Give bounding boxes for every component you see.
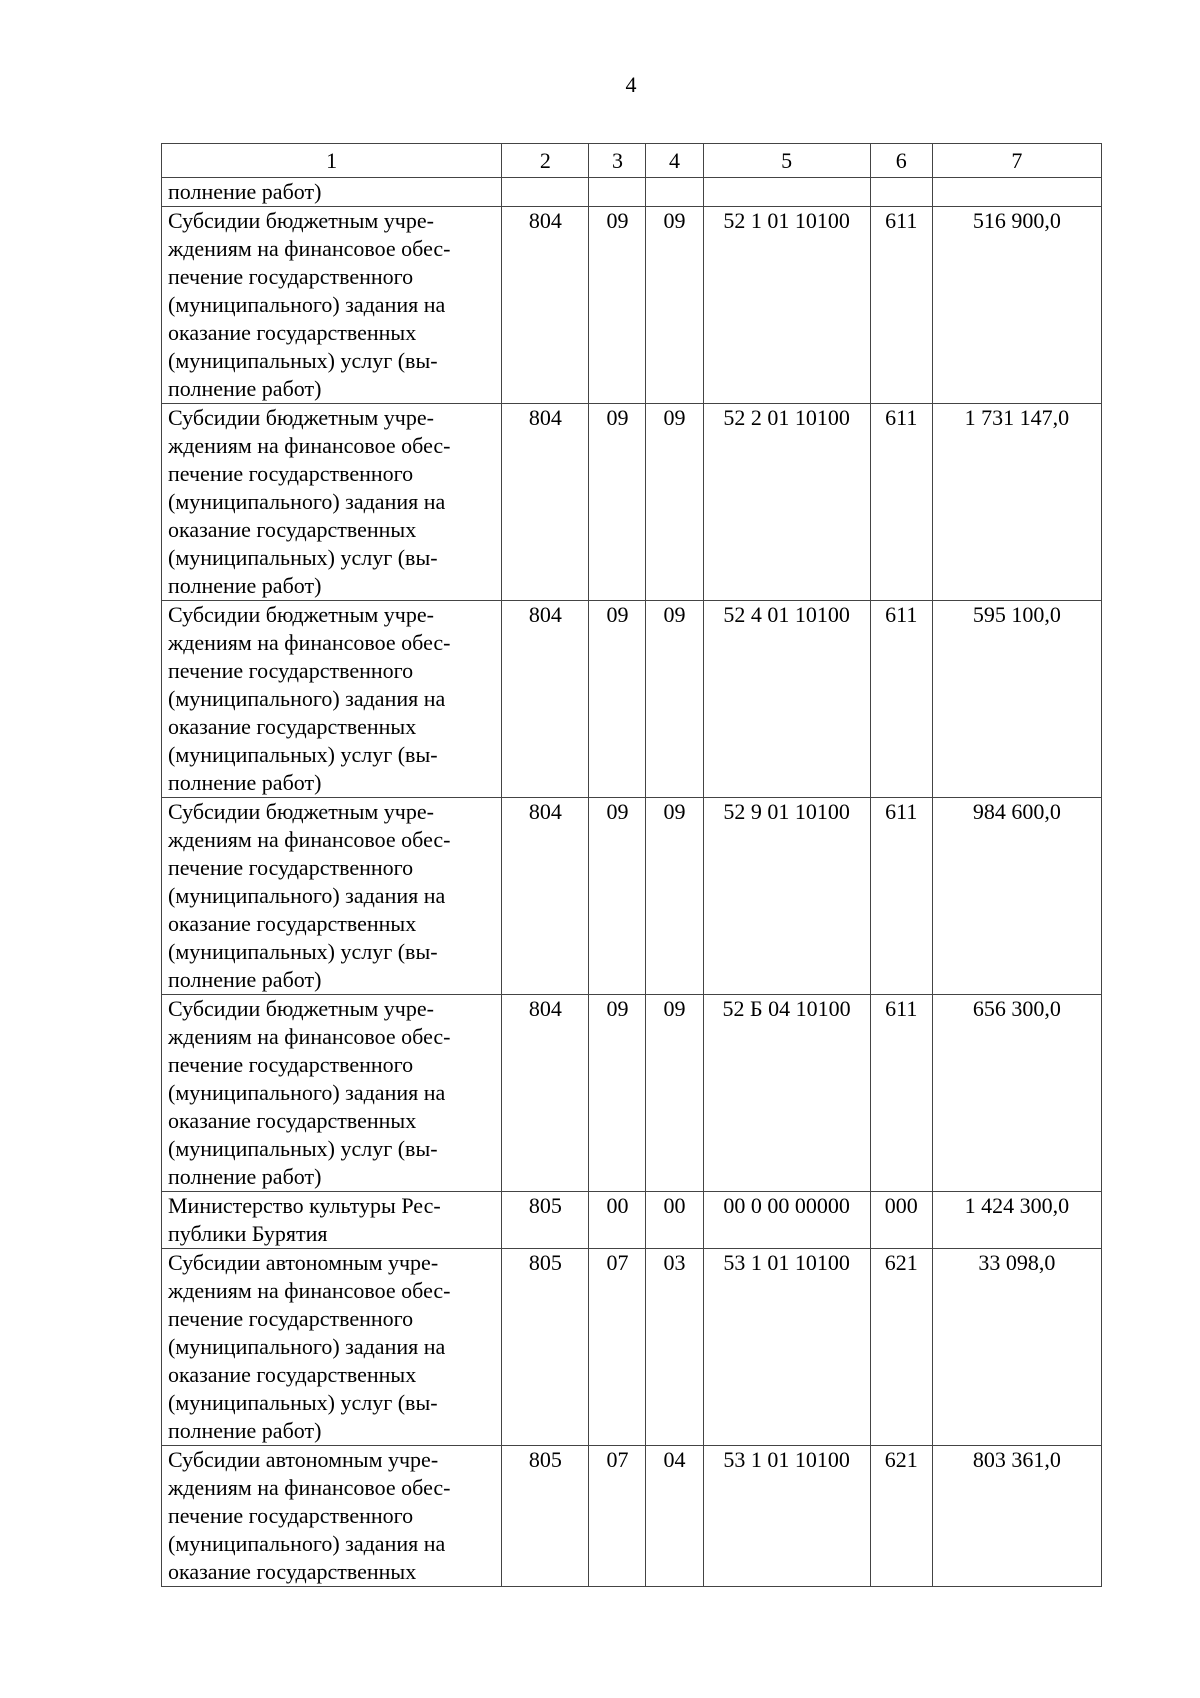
row-name-line: оказание государственных xyxy=(168,1362,417,1387)
expense-type-code-cell xyxy=(870,178,932,207)
row-name-line: полнение работ) xyxy=(168,1418,322,1443)
row-name-line: Субсидии автономным учре- xyxy=(168,1447,439,1472)
row-name-line: оказание государственных xyxy=(168,1108,417,1133)
amount-cell: 984 600,0 xyxy=(932,798,1101,995)
target-article-code-cell: 52 4 01 10100 xyxy=(703,601,870,798)
table-row xyxy=(162,1192,1102,1249)
column-header-5: 5 xyxy=(703,144,870,178)
row-name-cell xyxy=(162,1192,502,1249)
section-code-cell: 07 xyxy=(589,1249,646,1446)
row-name-line: печение государственного xyxy=(168,461,414,486)
amount-cell: 1 731 147,0 xyxy=(932,404,1101,601)
row-name-line: полнение работ) xyxy=(168,573,322,598)
chapter-code-cell: 805 xyxy=(502,1192,589,1249)
row-name-line: полнение работ) xyxy=(168,179,322,204)
amount-cell: 1 424 300,0 xyxy=(932,1192,1101,1249)
row-name-cell xyxy=(162,207,502,404)
amount-cell: 656 300,0 xyxy=(932,995,1101,1192)
row-name-cell xyxy=(162,798,502,995)
row-name-line: (муниципальных) услуг (вы- xyxy=(168,742,438,767)
table-row xyxy=(162,178,1102,207)
amount-cell: 33 098,0 xyxy=(932,1249,1101,1446)
row-name-line: (муниципального) задания на xyxy=(168,1334,446,1359)
table-row xyxy=(162,1249,1102,1446)
table-row xyxy=(162,995,1102,1192)
row-name-cell xyxy=(162,601,502,798)
section-code-cell: 09 xyxy=(589,207,646,404)
target-article-code-cell: 53 1 01 10100 xyxy=(703,1446,870,1587)
row-name-line: (муниципального) задания на xyxy=(168,489,446,514)
row-name-line: (муниципального) задания на xyxy=(168,292,446,317)
row-name-line: печение государственного xyxy=(168,264,414,289)
subsection-code-cell: 09 xyxy=(646,798,703,995)
row-name-line: оказание государственных xyxy=(168,911,417,936)
chapter-code-cell: 805 xyxy=(502,1249,589,1446)
row-name-line: печение государственного xyxy=(168,1503,414,1528)
target-article-code-cell: 52 1 01 10100 xyxy=(703,207,870,404)
row-name-line: полнение работ) xyxy=(168,770,322,795)
amount-cell: 595 100,0 xyxy=(932,601,1101,798)
column-header-3: 3 xyxy=(589,144,646,178)
row-name-line: печение государственного xyxy=(168,1306,414,1331)
row-name-line: публики Бурятия xyxy=(168,1221,328,1246)
row-name-cell xyxy=(162,995,502,1192)
row-name-line: полнение работ) xyxy=(168,1164,322,1189)
row-name-line: (муниципального) задания на xyxy=(168,883,446,908)
column-header-7: 7 xyxy=(932,144,1101,178)
row-name-line: ждениям на финансовое обес- xyxy=(168,1024,451,1049)
expense-type-code-cell: 611 xyxy=(870,798,932,995)
subsection-code-cell: 04 xyxy=(646,1446,703,1587)
row-name-cell xyxy=(162,404,502,601)
amount-cell: 516 900,0 xyxy=(932,207,1101,404)
row-name-line: Субсидии бюджетным учре- xyxy=(168,208,434,233)
expense-type-code-cell: 000 xyxy=(870,1192,932,1249)
row-name-line: (муниципальных) услуг (вы- xyxy=(168,939,438,964)
row-name-line: Субсидии бюджетным учре- xyxy=(168,405,434,430)
subsection-code-cell: 09 xyxy=(646,207,703,404)
row-name-line: ждениям на финансовое обес- xyxy=(168,630,451,655)
header-row xyxy=(162,144,1102,178)
subsection-code-cell: 03 xyxy=(646,1249,703,1446)
row-name-cell xyxy=(162,1249,502,1446)
row-name-line: Субсидии бюджетным учре- xyxy=(168,996,434,1021)
expense-type-code-cell: 621 xyxy=(870,1446,932,1587)
budget-table xyxy=(161,143,1102,1587)
row-name-line: полнение работ) xyxy=(168,376,322,401)
row-name-line: ждениям на финансовое обес- xyxy=(168,1475,451,1500)
row-name-line: оказание государственных xyxy=(168,714,417,739)
row-name-line: (муниципальных) услуг (вы- xyxy=(168,1136,438,1161)
target-article-code-cell: 52 2 01 10100 xyxy=(703,404,870,601)
row-name-line: (муниципальных) услуг (вы- xyxy=(168,545,438,570)
section-code-cell: 07 xyxy=(589,1446,646,1587)
target-article-code-cell xyxy=(703,178,870,207)
row-name-line: ждениям на финансовое обес- xyxy=(168,1278,451,1303)
section-code-cell: 09 xyxy=(589,404,646,601)
section-code-cell: 09 xyxy=(589,798,646,995)
table-row xyxy=(162,1446,1102,1587)
subsection-code-cell: 09 xyxy=(646,995,703,1192)
chapter-code-cell: 804 xyxy=(502,995,589,1192)
row-name-line: ждениям на финансовое обес- xyxy=(168,433,451,458)
row-name-line: Министерство культуры Рес- xyxy=(168,1193,441,1218)
section-code-cell: 09 xyxy=(589,995,646,1192)
row-name-line: полнение работ) xyxy=(168,967,322,992)
chapter-code-cell: 804 xyxy=(502,798,589,995)
expense-type-code-cell: 621 xyxy=(870,1249,932,1446)
row-name-line: (муниципальных) услуг (вы- xyxy=(168,1390,438,1415)
target-article-code-cell: 00 0 00 00000 xyxy=(703,1192,870,1249)
row-name-line: оказание государственных xyxy=(168,517,417,542)
table-row xyxy=(162,601,1102,798)
table-row xyxy=(162,798,1102,995)
expense-type-code-cell: 611 xyxy=(870,404,932,601)
row-name-line: (муниципальных) услуг (вы- xyxy=(168,348,438,373)
section-code-cell: 00 xyxy=(589,1192,646,1249)
section-code-cell xyxy=(589,178,646,207)
target-article-code-cell: 53 1 01 10100 xyxy=(703,1249,870,1446)
row-name-line: печение государственного xyxy=(168,855,414,880)
row-name-line: оказание государственных xyxy=(168,1559,417,1584)
row-name-line: оказание государственных xyxy=(168,320,417,345)
chapter-code-cell: 805 xyxy=(502,1446,589,1587)
expense-type-code-cell: 611 xyxy=(870,995,932,1192)
page-number: 4 xyxy=(625,72,637,97)
column-header-4: 4 xyxy=(646,144,703,178)
row-name-cell xyxy=(162,178,502,207)
subsection-code-cell xyxy=(646,178,703,207)
row-name-cell xyxy=(162,1446,502,1587)
subsection-code-cell: 09 xyxy=(646,601,703,798)
row-name-line: Субсидии автономным учре- xyxy=(168,1250,439,1275)
chapter-code-cell: 804 xyxy=(502,601,589,798)
target-article-code-cell: 52 Б 04 10100 xyxy=(703,995,870,1192)
row-name-line: печение государственного xyxy=(168,658,414,683)
subsection-code-cell: 00 xyxy=(646,1192,703,1249)
expense-type-code-cell: 611 xyxy=(870,207,932,404)
column-header-6: 6 xyxy=(870,144,932,178)
amount-cell: 803 361,0 xyxy=(932,1446,1101,1587)
table-row xyxy=(162,207,1102,404)
chapter-code-cell: 804 xyxy=(502,404,589,601)
row-name-line: (муниципального) задания на xyxy=(168,1080,446,1105)
target-article-code-cell: 52 9 01 10100 xyxy=(703,798,870,995)
row-name-line: печение государственного xyxy=(168,1052,414,1077)
row-name-line: (муниципального) задания на xyxy=(168,686,446,711)
chapter-code-cell: 804 xyxy=(502,207,589,404)
column-header-1: 1 xyxy=(162,144,502,178)
row-name-line: ждениям на финансовое обес- xyxy=(168,236,451,261)
row-name-line: Субсидии бюджетным учре- xyxy=(168,602,434,627)
row-name-line: (муниципального) задания на xyxy=(168,1531,446,1556)
chapter-code-cell xyxy=(502,178,589,207)
column-header-2: 2 xyxy=(502,144,589,178)
amount-cell xyxy=(932,178,1101,207)
table-body xyxy=(162,178,1102,1587)
row-name-line: Субсидии бюджетным учре- xyxy=(168,799,434,824)
row-name-line: ждениям на финансовое обес- xyxy=(168,827,451,852)
expense-type-code-cell: 611 xyxy=(870,601,932,798)
section-code-cell: 09 xyxy=(589,601,646,798)
table-row xyxy=(162,404,1102,601)
subsection-code-cell: 09 xyxy=(646,404,703,601)
